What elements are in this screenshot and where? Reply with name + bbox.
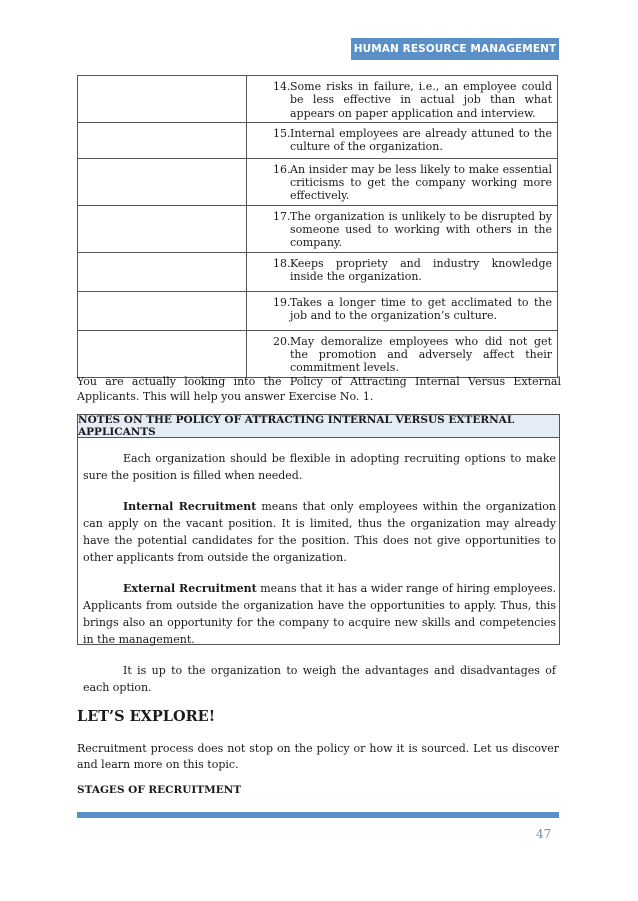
- header-title: HUMAN RESOURCE MANAGEMENT: [353, 43, 557, 55]
- footer-divider: [77, 812, 559, 818]
- item-text: Some risks in failure, i.e., an employee could be less effective in actual job than what appears on paper application and interview.: [290, 80, 552, 120]
- internal-recruitment-text: means that only employees within the organization can apply on the vacant position. It is limited, thus the organization may already have the potential candidates for the position. This does not give opportunities to other applicants from outside the organization.: [83, 500, 556, 564]
- table-row: [78, 291, 558, 330]
- notes-title: NOTES ON THE POLICY OF ATTRACTING INTERNAL VERSUS EXTERNAL APPLICANTS: [78, 415, 559, 438]
- table-cell-empty: [78, 76, 247, 123]
- item-number: 18.: [273, 256, 291, 270]
- table-row: [78, 76, 558, 123]
- table-cell: [247, 291, 558, 330]
- table-row: [78, 122, 558, 158]
- item-number: 20.: [273, 334, 291, 348]
- explore-paragraph: Recruitment process does not stop on the policy or how it is sourced. Let us discover and learn more on this topic.: [77, 742, 559, 771]
- table-row: [78, 205, 558, 252]
- header-badge: [351, 38, 559, 60]
- table-cell: [247, 330, 558, 377]
- external-recruitment-text: means that it has a wider range of hiring employees. Applicants from outside the organization have the opportunities to apply. Thus, this brings also an opportunity for the company to acquire new skills and competencies in the management.: [83, 582, 556, 646]
- item-text: The organization is unlikely to be disrupted by someone used to working with others in the company.: [290, 209, 552, 250]
- item-number: 15.: [273, 126, 291, 140]
- notes-body: [78, 450, 559, 696]
- table-cell-empty: [78, 252, 247, 291]
- item-text: An insider may be less likely to make essential criticisms to get the company working more effectively.: [290, 162, 552, 203]
- notes-paragraph-1: Each organization should be flexible in adopting recruiting options to make sure the position is filled when needed.: [83, 452, 556, 482]
- item-text: May demoralize employees who did not get the promotion and adversely affect their commitment levels.: [290, 334, 552, 375]
- table-row: [78, 158, 558, 205]
- notes-paragraph-3: [83, 580, 556, 648]
- item-text: Keeps propriety and industry knowledge inside the organization.: [290, 256, 552, 283]
- table-cell-empty: [78, 158, 247, 205]
- page-number: 47: [536, 827, 552, 841]
- section-title: LET’S EXPLORE!: [77, 708, 216, 725]
- advantages-table: [77, 75, 558, 378]
- notes-paragraph-2: [83, 498, 556, 566]
- external-recruitment-term: External Recruitment: [123, 582, 257, 595]
- table-cell-empty: [78, 330, 247, 377]
- table-cell: [247, 76, 558, 123]
- table-cell: [247, 252, 558, 291]
- item-number: 19.: [273, 295, 291, 309]
- item-number: 17.: [273, 209, 291, 223]
- subheading: STAGES OF RECRUITMENT: [77, 784, 242, 796]
- item-text: Internal employees are already attuned to the culture of the organization.: [290, 126, 552, 154]
- table-row: [78, 252, 558, 291]
- item-number: 14.: [273, 80, 291, 93]
- table-cell: [247, 205, 558, 252]
- table-cell-empty: [78, 291, 247, 330]
- notes-paragraph-4: It is up to the organization to weigh the advantages and disadvantages of each option.: [83, 664, 556, 694]
- table-cell: [247, 158, 558, 205]
- intro-paragraph: You are actually looking into the Policy of Attracting Internal Versus External Applicants. This will help you answer Exercise No. 1.: [77, 375, 561, 403]
- internal-recruitment-term: Internal Recruitment: [123, 500, 257, 513]
- item-text: Takes a longer time to get acclimated to the job and to the organization’s culture.: [290, 295, 552, 322]
- table-row: [78, 330, 558, 377]
- item-number: 16.: [273, 162, 291, 176]
- notes-box: [77, 414, 560, 694]
- table-cell: [247, 122, 558, 158]
- table-cell-empty: [78, 122, 247, 158]
- table-cell-empty: [78, 205, 247, 252]
